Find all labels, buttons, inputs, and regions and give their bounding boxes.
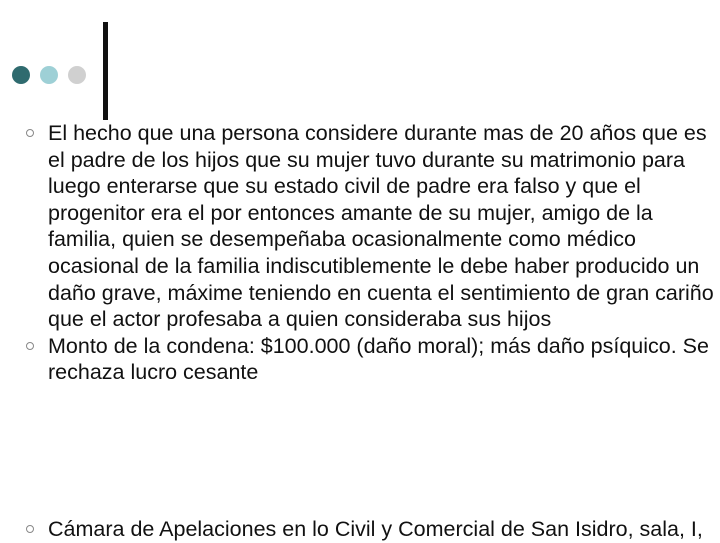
bullet-item-1 bbox=[26, 120, 716, 333]
vertical-divider-bar bbox=[103, 22, 108, 120]
slide-decoration-dots bbox=[12, 66, 86, 84]
dark-teal-dot bbox=[12, 66, 30, 84]
light-teal-dot bbox=[40, 66, 58, 84]
gray-dot bbox=[68, 66, 86, 84]
bullet-item-3 bbox=[26, 516, 703, 543]
bullet-item-2 bbox=[26, 333, 716, 386]
bullet-list bbox=[26, 120, 716, 386]
bullet-text: Cámara de Apelaciones en lo Civil y Comercial de San Isidro, sala, I, bbox=[48, 517, 703, 541]
circle-bullet-icon bbox=[26, 342, 34, 350]
circle-bullet-icon bbox=[26, 129, 34, 137]
bullet-text: Monto de la condena: $100.000 (daño moral); más daño psíquico. Se rechaza lucro cesante bbox=[48, 333, 709, 385]
circle-bullet-icon bbox=[26, 525, 34, 533]
bullet-text: El hecho que una persona considere durante mas de 20 años que es el padre de los hijos que su mujer tuvo durante su matrimonio para luego enterarse que su estado civil de padre era falso y que el progenitor era el por entonces amante de su mujer, amigo de la familia, quien se desempeñaba ocasionalmente como médico ocasional de la familia indiscutiblemente le debe haber producido un daño grave, máxime teniendo en cuenta el sentimiento de gran cariño que el actor profesaba a quien consideraba sus hijos bbox=[48, 121, 714, 332]
